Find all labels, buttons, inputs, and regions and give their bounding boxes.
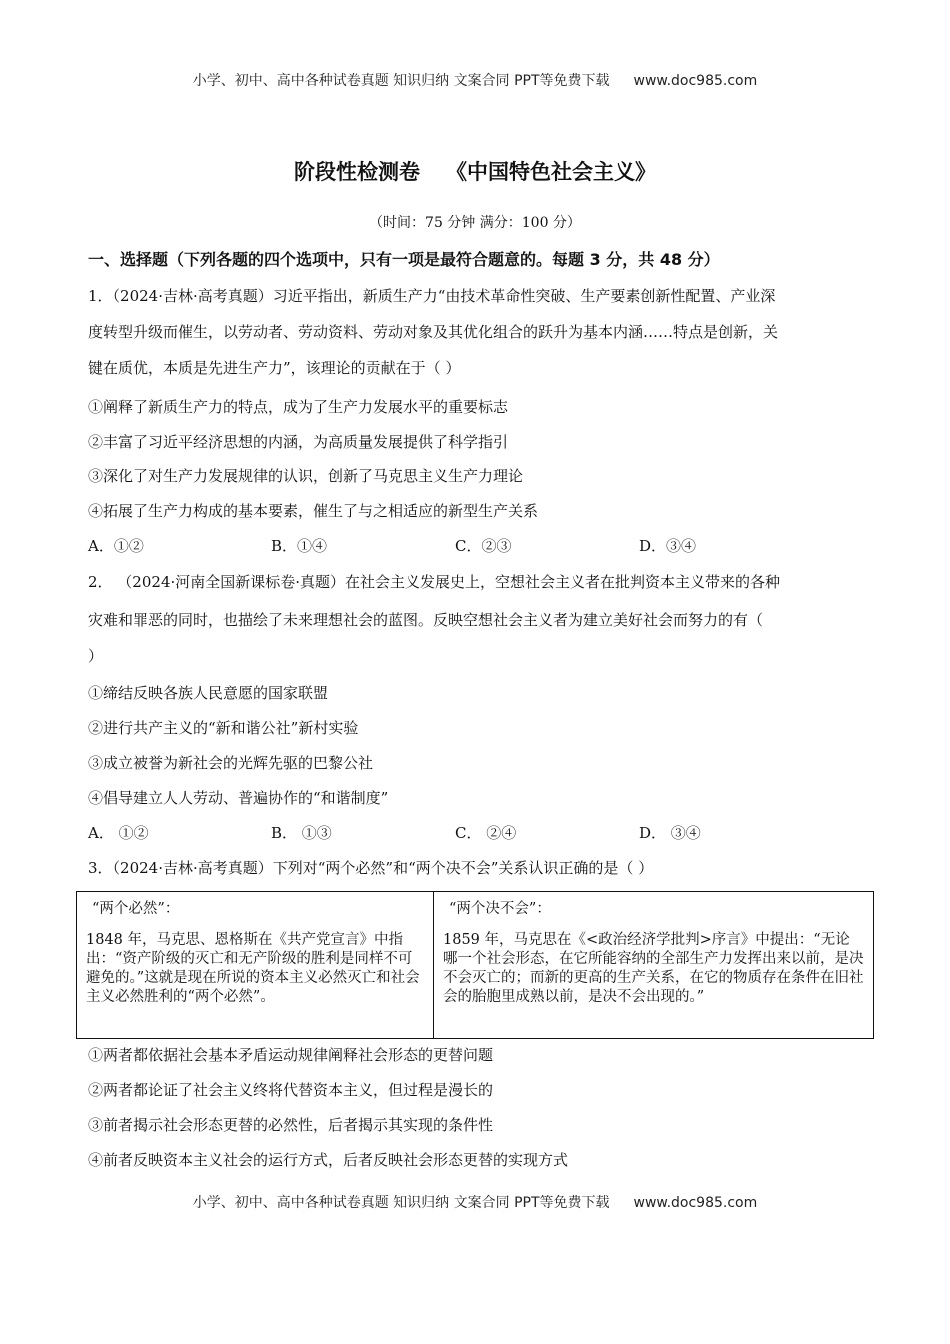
q3-statement: ②两者都论证了社会主义终将代替资本主义，但过程是漫长的 xyxy=(88,1081,494,1099)
footer-url[interactable]: www.doc985.com xyxy=(633,1195,758,1211)
q2-stem-line: 灾难和罪恶的同时，也描绘了未来理想社会的蓝图。反映空想社会主义者为建立美好社会而努力的有（ xyxy=(88,611,764,629)
q2-statement: ③成立被誉为新社会的光辉先驱的巴黎公社 xyxy=(88,754,374,772)
q3-right-body: 1859 年，马克思在《<政治经济学批判>序言》中提出：“无论哪一个社会形态，在它所能容纳的全部生产力发挥出来以前，是决不会灭亡的；而新的更高的生产关系，在它的物质存在条件在旧社会的胎胞里成熟以前，是决不会出现的。” xyxy=(443,932,864,1005)
q2-option-b[interactable]: B． ①③ xyxy=(271,824,332,842)
q1-statement: ④拓展了生产力构成的基本要素，催生了与之相适应的新型生产关系 xyxy=(88,502,539,520)
q2-option-c[interactable]: C． ②④ xyxy=(455,824,517,842)
q3-left-cell xyxy=(77,892,434,1039)
q1-option-d[interactable]: D．③④ xyxy=(639,537,697,555)
page-footer xyxy=(0,1192,950,1212)
q1-stem-line: 1．（2024·吉林·高考真题）习近平指出，新质生产力“由技术革命性突破、生产要素创新性配置、产业深 xyxy=(88,287,776,305)
page-header xyxy=(0,70,950,90)
q1-statement: ③深化了对生产力发展规律的认识，创新了马克思主义生产力理论 xyxy=(88,467,524,485)
title-right: 《中国特色社会主义》 xyxy=(446,160,656,184)
q1-option-b[interactable]: B．①④ xyxy=(271,537,328,555)
q2-stem-line: 2． （2024·河南全国新课标卷·真题）在社会主义发展史上，空想社会主义者在批判资本主义带来的各种 xyxy=(88,573,781,591)
q2-statement: ①缔结反映各族人民意愿的国家联盟 xyxy=(88,684,329,702)
footer-text: 小学、初中、高中各种试卷真题 知识归纳 文案合同 PPT等免费下载 xyxy=(192,1195,610,1211)
q1-statement: ①阐释了新质生产力的特点，成为了生产力发展水平的重要标志 xyxy=(88,398,509,416)
q3-statement: ①两者都依据社会基本矛盾运动规律阐释社会形态的更替问题 xyxy=(88,1046,494,1064)
q3-material-table xyxy=(76,891,874,1039)
q2-stem-line: ） xyxy=(88,647,104,665)
exam-info: （时间：75 分钟 满分：100 分） xyxy=(369,215,581,231)
q1-option-a[interactable]: A．①② xyxy=(88,537,144,555)
q3-left-body: 1848 年，马克思、恩格斯在《共产党宣言》中指出：“资产阶级的灭亡和无产阶级的胜利是同样不可避免的。”这就是现在所说的资本主义必然灭亡和社会主义必然胜利的“两个必然”。 xyxy=(86,932,420,1005)
q3-statement: ④前者反映资本主义社会的运行方式，后者反映社会形态更替的实现方式 xyxy=(88,1151,569,1169)
q3-statement: ③前者揭示社会形态更替的必然性，后者揭示其实现的条件性 xyxy=(88,1116,494,1134)
q2-option-a[interactable]: A． ①② xyxy=(88,824,149,842)
q3-right-cell xyxy=(434,892,874,1039)
q3-stem-line: 3．（2024·吉林·高考真题）下列对“两个必然”和“两个决不会”关系认识正确的是（ ） xyxy=(88,859,654,877)
section-heading: 一、选择题（下列各题的四个选项中，只有一项是最符合题意的。每题 3 分，共 48 分） xyxy=(88,250,720,269)
page-title xyxy=(0,156,950,186)
header-text: 小学、初中、高中各种试卷真题 知识归纳 文案合同 PPT等免费下载 xyxy=(192,73,610,89)
q1-option-c[interactable]: C．②③ xyxy=(455,537,512,555)
header-url[interactable]: www.doc985.com xyxy=(633,73,758,89)
q1-statement: ②丰富了习近平经济思想的内涵，为高质量发展提供了科学指引 xyxy=(88,433,509,451)
q2-statement: ②进行共产主义的“新和谐公社”新村实验 xyxy=(88,719,359,737)
q1-stem-line: 度转型升级而催生，以劳动者、劳动资料、劳动对象及其优化组合的跃升为基本内涵……特点是创新，关 xyxy=(88,323,779,341)
q1-stem-line: 键在质优，本质是先进生产力”，该理论的贡献在于（ ） xyxy=(88,359,461,377)
q2-option-d[interactable]: D． ③④ xyxy=(639,824,701,842)
q3-right-heading: “两个决不会”： xyxy=(449,901,551,917)
q3-left-heading: “两个必然”： xyxy=(92,901,180,917)
q2-statement: ④倡导建立人人劳动、普遍协作的“和谐制度” xyxy=(88,789,389,807)
title-left: 阶段性检测卷 xyxy=(294,160,420,184)
